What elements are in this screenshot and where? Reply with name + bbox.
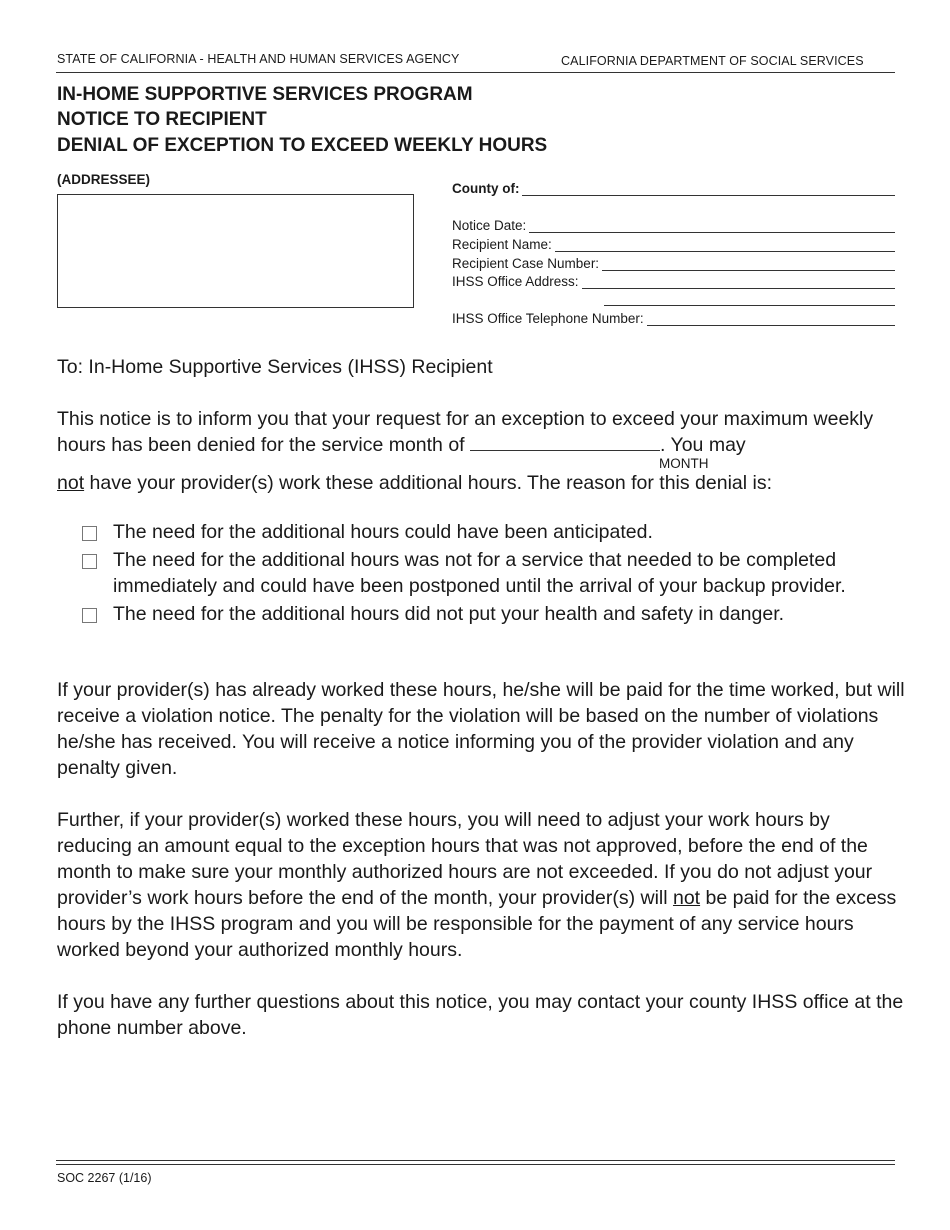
- questions-paragraph: If you have any further questions about this notice, you may contact your county IHSS office at the phone number above.: [57, 991, 904, 1039]
- intro-text-1: This notice is to inform you that your request for an exception to exceed your maximum weekly hours has been denied for the service month of: [57, 408, 874, 456]
- intro-text-3: have your provider(s) work these additional hours. The reason for this denial is:: [84, 472, 773, 494]
- addressee-label: (ADDRESSEE): [57, 172, 151, 187]
- denial-reasons: [82, 519, 902, 629]
- header-divider: [56, 72, 895, 73]
- violation-paragraph: If your provider(s) has already worked these hours, he/she will be paid for the time worked, but will receive a violation notice. The penalty for the violation will be based on the number of violations he/she has received. You will receive a notice informing you of the provider violation and any penalty given.: [57, 679, 905, 779]
- reason-item: [82, 601, 902, 627]
- intro-paragraph-cont: [57, 470, 907, 496]
- adjustment-paragraph: [57, 807, 907, 963]
- notice-title: NOTICE TO RECIPIENT: [57, 109, 267, 130]
- to-line: To: In-Home Supportive Services (IHSS) Recipient: [57, 356, 493, 378]
- office-address-label: IHSS Office Address:: [452, 274, 579, 289]
- department-name: CALIFORNIA DEPARTMENT OF SOCIAL SERVICES: [561, 54, 864, 68]
- reason-item: [82, 519, 902, 545]
- reason-item: [82, 547, 902, 599]
- not-emphasis: not: [672, 887, 701, 909]
- agency-name: STATE OF CALIFORNIA - HEALTH AND HUMAN SERVICES AGENCY: [57, 52, 460, 66]
- adjustment-text-1: Further, if your provider(s) worked these hours, you will need to adjust your work hours by reducing an amount equal to the exception hours that was not approved, before the end of the month to make sure your monthly authorized hours are not exceeded. If you do not adjust your provider’s work hours before the end of the month, your provider(s) will: [57, 809, 873, 909]
- notice-date-field[interactable]: [452, 218, 895, 233]
- recipient-name-label: Recipient Name:: [452, 237, 552, 252]
- office-address-field[interactable]: [452, 274, 895, 289]
- form-number: SOC 2267 (1/16): [57, 1171, 152, 1185]
- office-address-line2[interactable]: [604, 305, 895, 306]
- reason-text: The need for the additional hours could have been anticipated.: [113, 521, 653, 543]
- county-field[interactable]: [452, 181, 895, 196]
- case-number-label: Recipient Case Number:: [452, 256, 600, 271]
- reason-text: The need for the additional hours did not put your health and safety in danger.: [113, 603, 785, 625]
- office-phone-label: IHSS Office Telephone Number:: [452, 311, 644, 326]
- program-title: IN-HOME SUPPORTIVE SERVICES PROGRAM: [57, 84, 473, 105]
- footer-divider: [56, 1160, 895, 1165]
- checkbox[interactable]: [82, 608, 97, 623]
- intro-text-2: . You may: [660, 434, 746, 456]
- service-month-blank[interactable]: [470, 432, 660, 451]
- office-phone-field[interactable]: [452, 311, 895, 326]
- notice-date-label: Notice Date:: [452, 218, 527, 233]
- adjustment-text-2: be paid for the excess hours by the IHSS program and you will be responsible for the payment of any service hours worked beyond your authorized monthly hours.: [57, 887, 897, 961]
- recipient-name-field[interactable]: [452, 237, 895, 252]
- denial-title: DENIAL OF EXCEPTION TO EXCEED WEEKLY HOURS: [57, 135, 548, 156]
- month-label: MONTH: [659, 456, 709, 471]
- checkbox[interactable]: [82, 554, 97, 569]
- checkbox[interactable]: [82, 526, 97, 541]
- case-number-field[interactable]: [452, 256, 895, 271]
- intro-paragraph: [57, 406, 907, 458]
- not-emphasis: not: [57, 472, 85, 494]
- reason-text: The need for the additional hours was not for a service that needed to be completed immediately and could have been postponed until the arrival of your backup provider.: [113, 549, 846, 597]
- county-label: County of:: [452, 181, 520, 196]
- addressee-box[interactable]: [57, 194, 414, 308]
